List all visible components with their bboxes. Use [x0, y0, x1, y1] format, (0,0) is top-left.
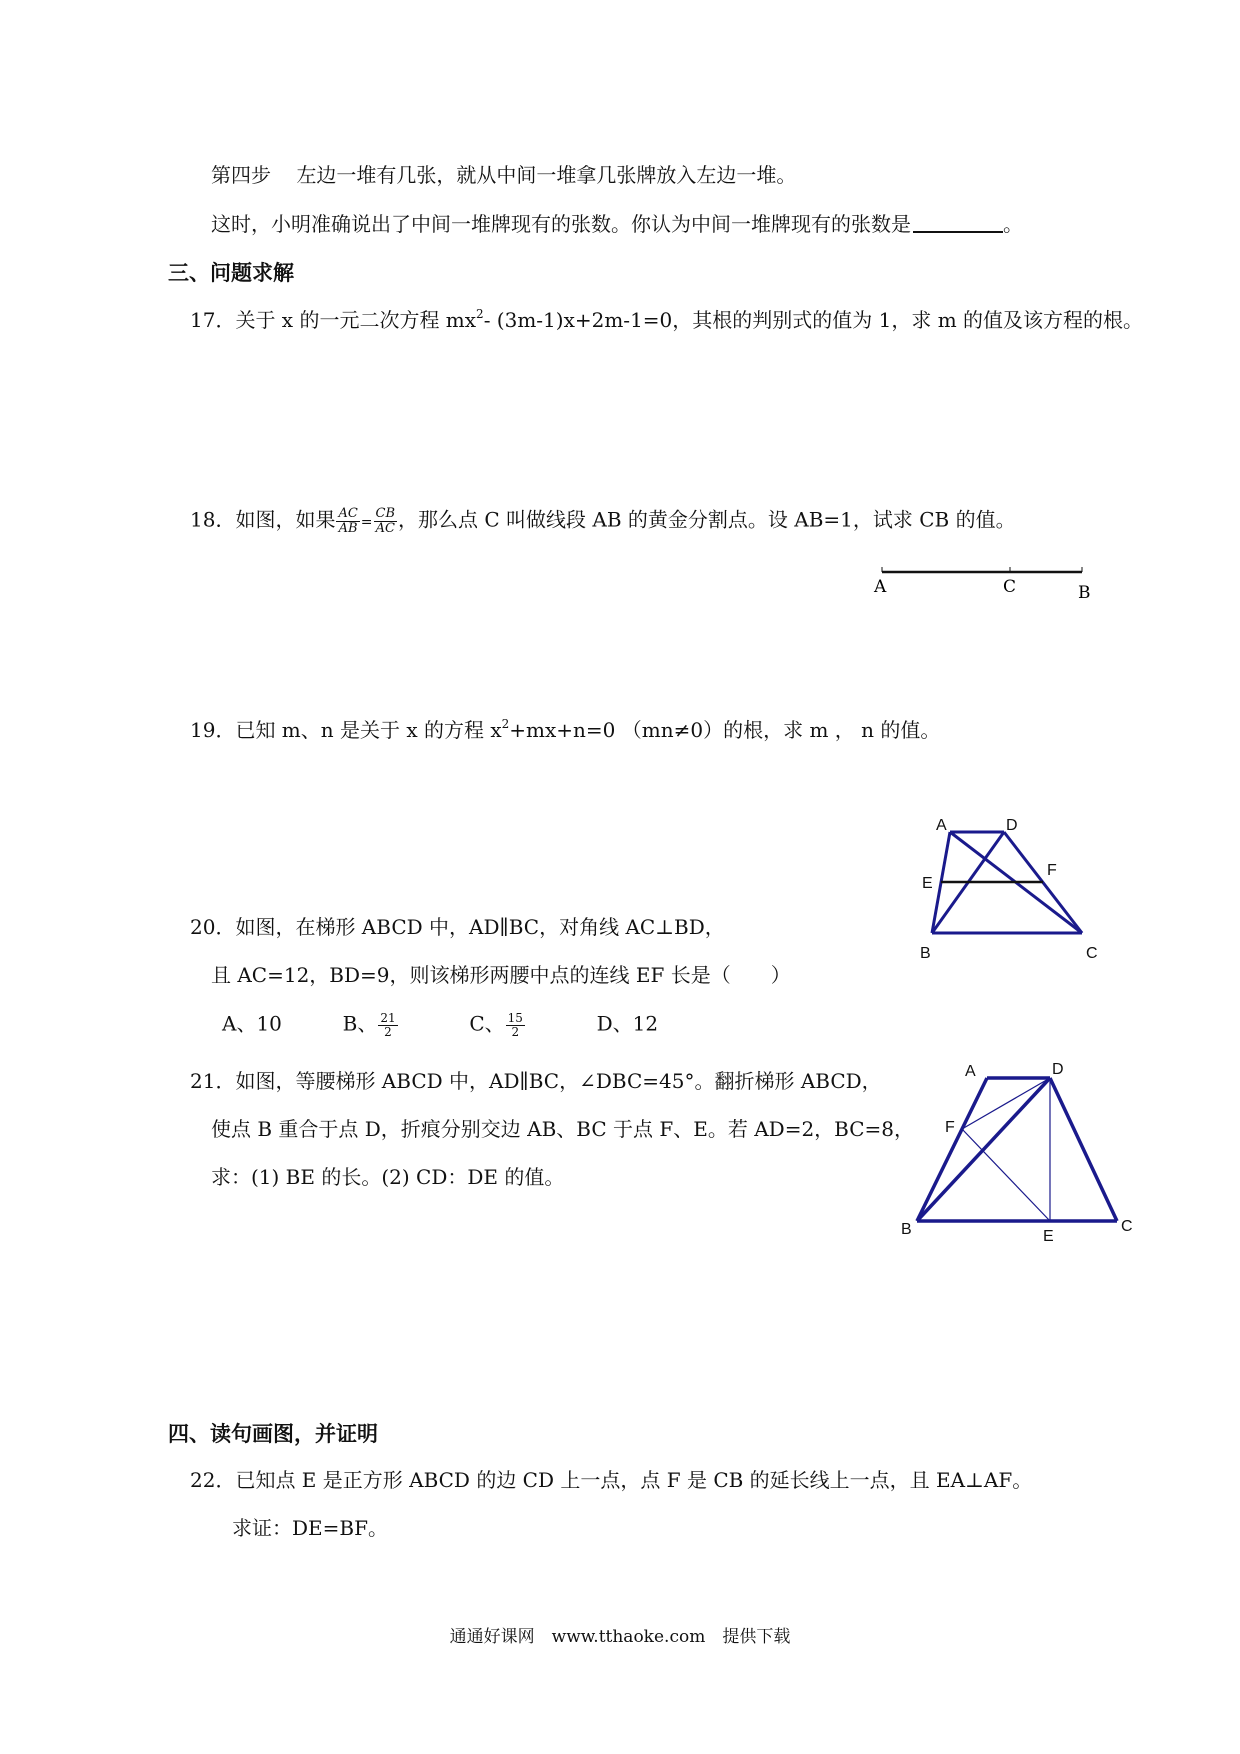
q21-line2: 使点 B 重合于点 D，折痕分别交边 AB、BC 于点 F、E。若 AD=2，BC=8，: [211, 1117, 915, 1141]
q17: [190, 307, 1144, 332]
side-ba: [917, 1078, 987, 1221]
label-d: D: [1052, 1061, 1064, 1078]
q17-suffix: - (3m-1)x+2m-1=0，其根的判别式的值为 1，求 m 的值及该方程的根。: [483, 308, 1144, 332]
label-f: F: [1047, 862, 1057, 879]
q18-eq: =: [360, 514, 373, 531]
label-a: A: [936, 817, 947, 834]
section3-title: 三、问题求解: [168, 260, 294, 285]
q18-prefix: 18．如图，如果: [190, 507, 336, 532]
fold-fe: [962, 1129, 1050, 1221]
q20-options: [222, 1012, 658, 1038]
label-a: A: [965, 1063, 976, 1080]
label-e: E: [922, 875, 933, 892]
conclusion-line: [211, 213, 1023, 234]
label-c: C: [1086, 945, 1098, 962]
q19-suffix: +mx+n=0 （mn≠0）的根，求 m ， n 的值。: [509, 718, 941, 742]
q17-prefix: 17．关于 x 的一元二次方程 mx: [190, 308, 477, 332]
label-b: B: [901, 1221, 912, 1238]
step4-line: [211, 165, 796, 185]
page-footer: 通通好课网 www.tthaoke.com 提供下载: [449, 1627, 791, 1647]
q17-sup: 2: [476, 307, 484, 321]
q18-frac2: $\frac{CB}{AC}$: [375, 506, 396, 536]
q18-frac1: $\frac{AC}{AB}$: [338, 506, 358, 536]
q19-prefix: 19．已知 m、n 是关于 x 的方程 x: [190, 718, 502, 742]
q18-segment-figure: [860, 558, 1100, 608]
option-d: D、12: [596, 1011, 659, 1036]
option-b-frac: $\frac{21}{2}$: [380, 1011, 396, 1039]
step4-text: 左边一堆有几张，就从中间一堆拿几张牌放入左边一堆。: [296, 163, 797, 187]
q20-line2: 且 AC=12，BD=9，则该梯形两腰中点的连线 EF 长是（ ）: [211, 963, 791, 987]
conclusion-text: 这时，小明准确说出了中间一堆牌现有的张数。你认为中间一堆牌现有的张数是: [211, 212, 911, 236]
q19-sup: 2: [501, 717, 510, 731]
q19: [190, 717, 941, 742]
label-b: B: [920, 945, 931, 962]
q22-line2: 求证：DE=BF。: [232, 1516, 388, 1540]
q21-trapezoid-figure: [895, 1062, 1155, 1252]
label-e: E: [1043, 1228, 1054, 1245]
conclusion-end: 。: [1003, 212, 1023, 236]
label-f: F: [945, 1119, 955, 1136]
q18-suffix: ，那么点 C 叫做线段 AB 的黄金分割点。设 AB=1，试求 CB 的值。: [398, 507, 1016, 532]
option-c-label: C、: [469, 1011, 505, 1036]
q20-trapezoid-figure: [920, 817, 1140, 970]
answer-blank: [913, 213, 1003, 233]
label-b: B: [1078, 583, 1091, 603]
q20-line1: 20．如图，在梯形 ABCD 中，AD∥BC，对角线 AC⊥BD，: [190, 915, 725, 939]
option-a: A、10: [222, 1011, 282, 1036]
q18: [190, 507, 1016, 535]
label-d: D: [1006, 817, 1018, 834]
option-b-label: B、: [342, 1011, 378, 1036]
label-c: C: [1121, 1218, 1133, 1235]
q21-line1: 21．如图，等腰梯形 ABCD 中，AD∥BC，∠DBC=45°。翻折梯形 ABCD，: [190, 1069, 882, 1093]
label-c: C: [1003, 577, 1017, 597]
section4-title: 四、读句画图，并证明: [168, 1421, 378, 1446]
side-dc: [1050, 1078, 1117, 1221]
label-a: A: [874, 577, 887, 597]
q22-line1: 22．已知点 E 是正方形 ABCD 的边 CD 上一点，点 F 是 CB 的延长线上一点，且 EA⊥AF。: [190, 1468, 1033, 1492]
step4-label: 第四步: [211, 163, 271, 187]
q21-line3: 求：(1) BE 的长。(2) CD：DE 的值。: [211, 1165, 565, 1189]
option-c-frac: $\frac{15}{2}$: [507, 1011, 523, 1039]
